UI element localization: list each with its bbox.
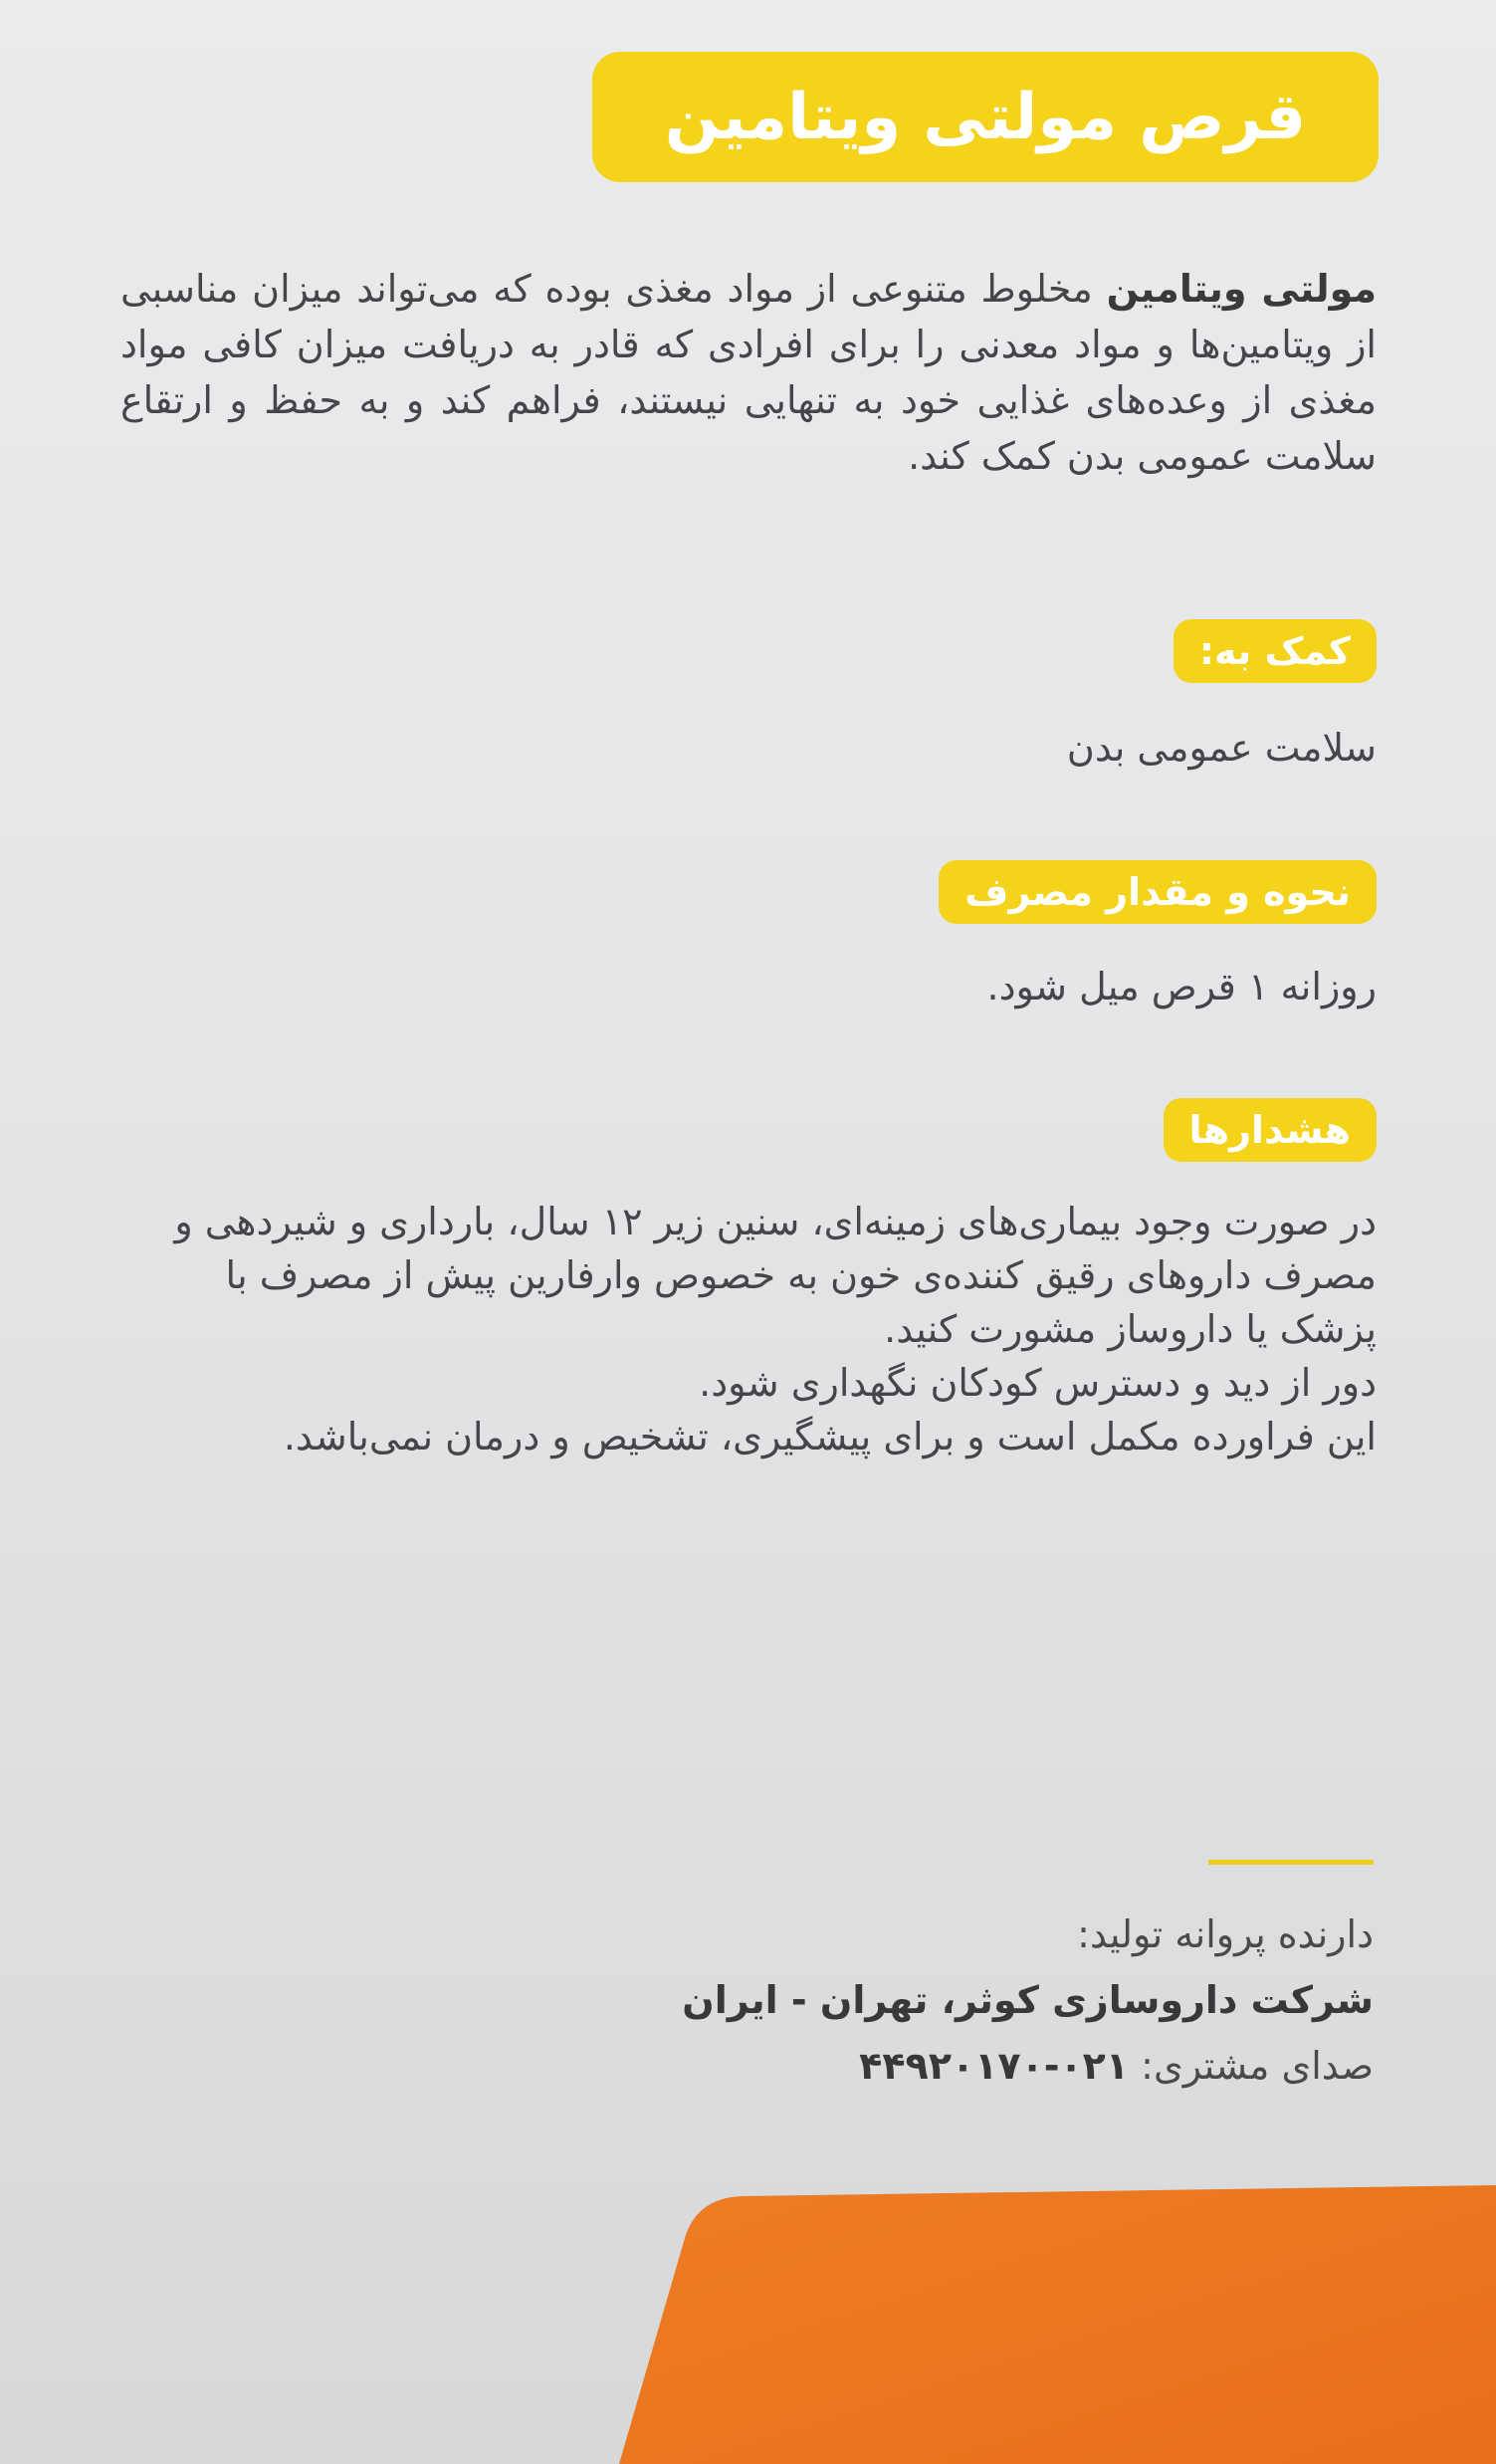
help-text: سلامت عمومی بدن bbox=[1066, 726, 1377, 770]
phone-label: صدای مشتری: bbox=[1141, 2044, 1374, 2088]
help-heading: کمک به: bbox=[1198, 629, 1351, 673]
intro-paragraph bbox=[120, 261, 1377, 484]
warning-line: در صورت وجود بیماری‌های زمینه‌ای، سنین زیر ۱۲ سال، بارداری و شیردهی و مصرف داروهای رقیق کننده‌ی خون به خصوص وارفارین پیش از مصرف با پزشک یا داروساز مشورت کنید. bbox=[174, 1200, 1377, 1351]
warnings-heading-badge bbox=[1164, 1098, 1377, 1162]
help-heading-badge bbox=[1174, 619, 1377, 683]
license-holder-label: دارنده پروانه تولید: bbox=[1077, 1912, 1374, 1956]
customer-phone-row bbox=[478, 2033, 1374, 2099]
title-badge bbox=[592, 52, 1379, 182]
intro-product-name: مولتی ویتامین bbox=[1106, 267, 1377, 311]
manufacturer-info bbox=[478, 1902, 1374, 2099]
phone-number: ۰۲۱-۴۴۹۲۰۱۷۰ bbox=[859, 2044, 1130, 2088]
dosage-text: روزانه ۱ قرص میل شود. bbox=[986, 965, 1377, 1008]
dosage-heading: نحوه و مقدار مصرف bbox=[964, 870, 1351, 914]
warnings-heading: هشدارها bbox=[1188, 1108, 1351, 1152]
company-name: شرکت داروسازی کوثر، تهران - ایران bbox=[682, 1978, 1374, 2022]
dosage-heading-badge bbox=[939, 860, 1377, 924]
footer-divider bbox=[1208, 1860, 1374, 1865]
warning-line: دور از دید و دسترس کودکان نگهداری شود. bbox=[699, 1361, 1377, 1405]
product-title: قرص مولتی ویتامین bbox=[664, 80, 1307, 154]
warnings-text bbox=[120, 1195, 1377, 1463]
intro-description: مخلوط متنوعی از مواد مغذی بوده که می‌تواند میزان مناسبی از ویتامین‌ها و مواد معدنی را برای افرادی که قادر به دریافت میزان کافی مواد مغذی از وعده‌های غذایی خود به تنهایی نیستند، فراهم کند و به حفظ و ارتقاع سلامت عمومی بدن کمک کند. bbox=[120, 267, 1377, 478]
warning-line: این فراورده مکمل است و برای پیشگیری، تشخیص و درمان نمی‌باشد. bbox=[283, 1415, 1377, 1458]
